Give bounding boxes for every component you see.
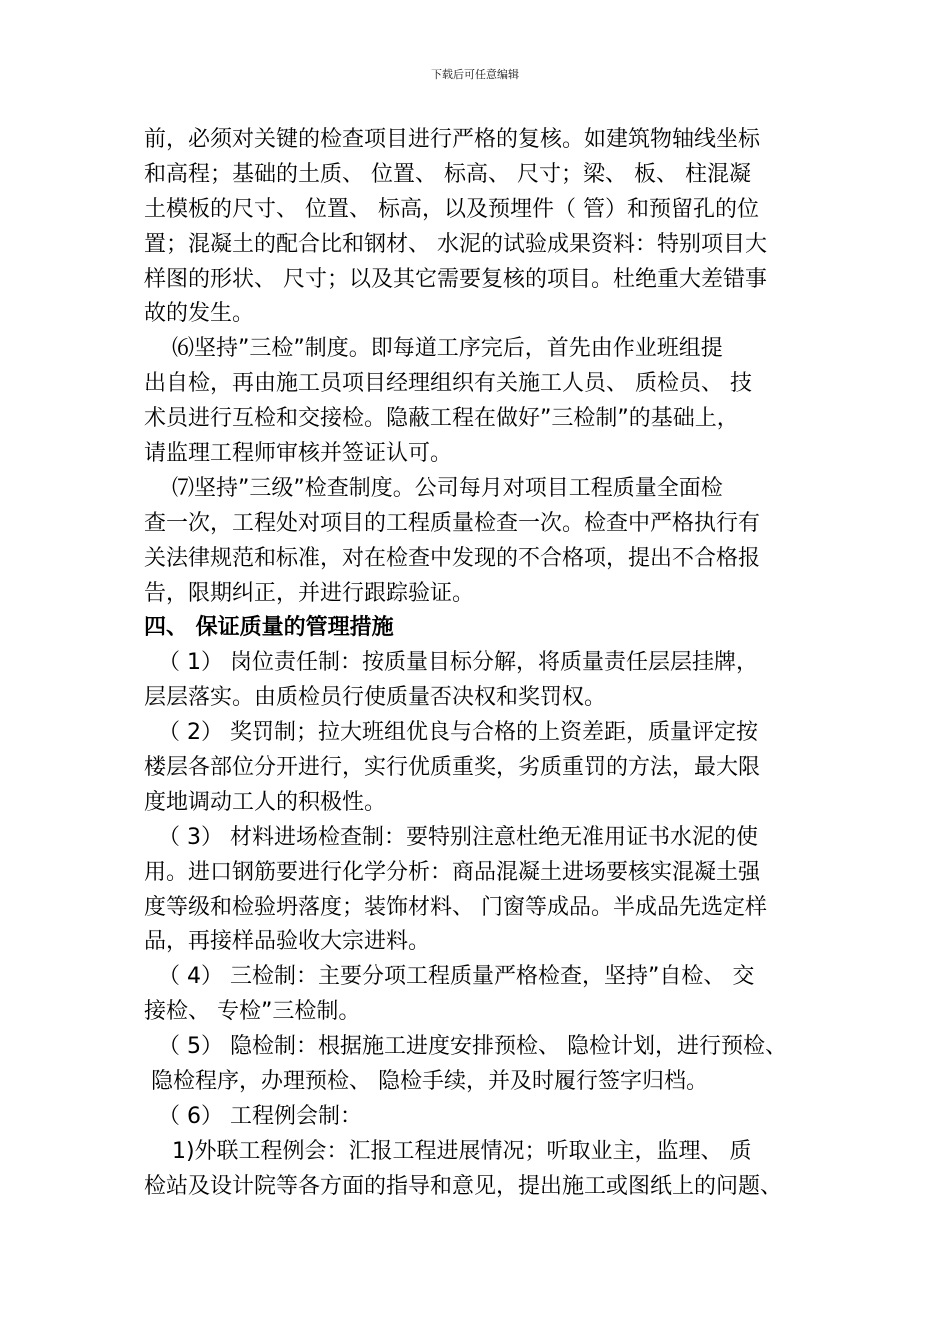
text-line: 土模板的尺寸、 位置、 标高，以及预埋件（ 管）和预留孔的位 bbox=[144, 196, 759, 222]
text-line: 出自检，再由施工员项目经理组织有关施工人员、 质检员、 技 bbox=[144, 371, 752, 397]
text-line: （ 1） 岗位责任制：按质量目标分解，将质量责任层层挂牌， bbox=[144, 650, 758, 676]
text-line: 接检、 专检”三检制。 bbox=[144, 999, 361, 1025]
text-line: 隐检程序，办理预检、 隐检手续，并及时履行签字归档。 bbox=[144, 1069, 708, 1095]
text-line: 置；混凝土的配合比和钢材、 水泥的试验成果资料：特别项目大 bbox=[144, 231, 767, 257]
text-line: 楼层各部位分开进行，实行优质重奖，劣质重罚的方法，最大限 bbox=[144, 755, 761, 781]
body-text bbox=[144, 123, 824, 1205]
text-line: （ 4） 三检制：主要分项工程质量严格检查，坚持”自检、 交 bbox=[144, 964, 755, 990]
text-line: 用。进口钢筋要进行化学分析：商品混凝土进场要核实混凝土强 bbox=[144, 859, 761, 885]
text-line: 度地调动工人的积极性。 bbox=[144, 789, 387, 815]
text-line: （ 6） 工程例会制： bbox=[144, 1103, 362, 1129]
text-line: 查一次，工程处对项目的工程质量检查一次。检查中严格执行有 bbox=[144, 510, 761, 536]
text-line: （ 5） 隐检制：根据施工进度安排预检、 隐检计划，进行预检、 bbox=[144, 1034, 787, 1060]
text-line: 告，限期纠正，并进行跟踪验证。 bbox=[144, 580, 475, 606]
text-line: ⑹坚持”三检”制度。即每道工序完后，首先由作业班组提 bbox=[144, 336, 723, 362]
text-line: 1)外联工程例会：汇报工程进展情况；听取业主，监理、 质 bbox=[144, 1138, 752, 1164]
page-header-note: 下载后可任意编辑 bbox=[431, 68, 519, 81]
text-line: （ 3） 材料进场检查制：要特别注意杜绝无准用证书水泥的使 bbox=[144, 824, 758, 850]
text-line: 品，再接样品验收大宗进料。 bbox=[144, 929, 431, 955]
section-heading: 四、 保证质量的管理措施 bbox=[144, 615, 394, 641]
text-line: 度等级和检验坍落度；装饰材料、 门窗等成品。半成品先选定样 bbox=[144, 894, 767, 920]
text-line: 样图的形状、 尺寸；以及其它需要复核的项目。杜绝重大差错事 bbox=[144, 266, 767, 292]
text-line: （ 2） 奖罚制；拉大班组优良与合格的上资差距，质量评定按 bbox=[144, 720, 758, 746]
text-line: 术员进行互检和交接检。隐蔽工程在做好”三检制”的基础上， bbox=[144, 406, 739, 432]
text-line: ⑺坚持”三级”检查制度。公司每月对项目工程质量全面检 bbox=[144, 475, 723, 501]
text-line: 关法律规范和标准，对在检查中发现的不合格项，提出不合格报 bbox=[144, 545, 761, 571]
text-line: 请监理工程师审核并签证认可。 bbox=[144, 441, 453, 467]
text-line: 检站及设计院等各方面的指导和意见，提出施工或图纸上的问题、 bbox=[144, 1173, 783, 1199]
text-line: 层层落实。由质检员行使质量否决权和奖罚权。 bbox=[144, 685, 607, 711]
text-line: 故的发生。 bbox=[144, 301, 255, 327]
text-line: 前，必须对关键的检查项目进行严格的复核。如建筑物轴线坐标 bbox=[144, 127, 761, 152]
text-line: 和高程；基础的土质、 位置、 标高、 尺寸；梁、 板、 柱混凝 bbox=[144, 161, 751, 187]
